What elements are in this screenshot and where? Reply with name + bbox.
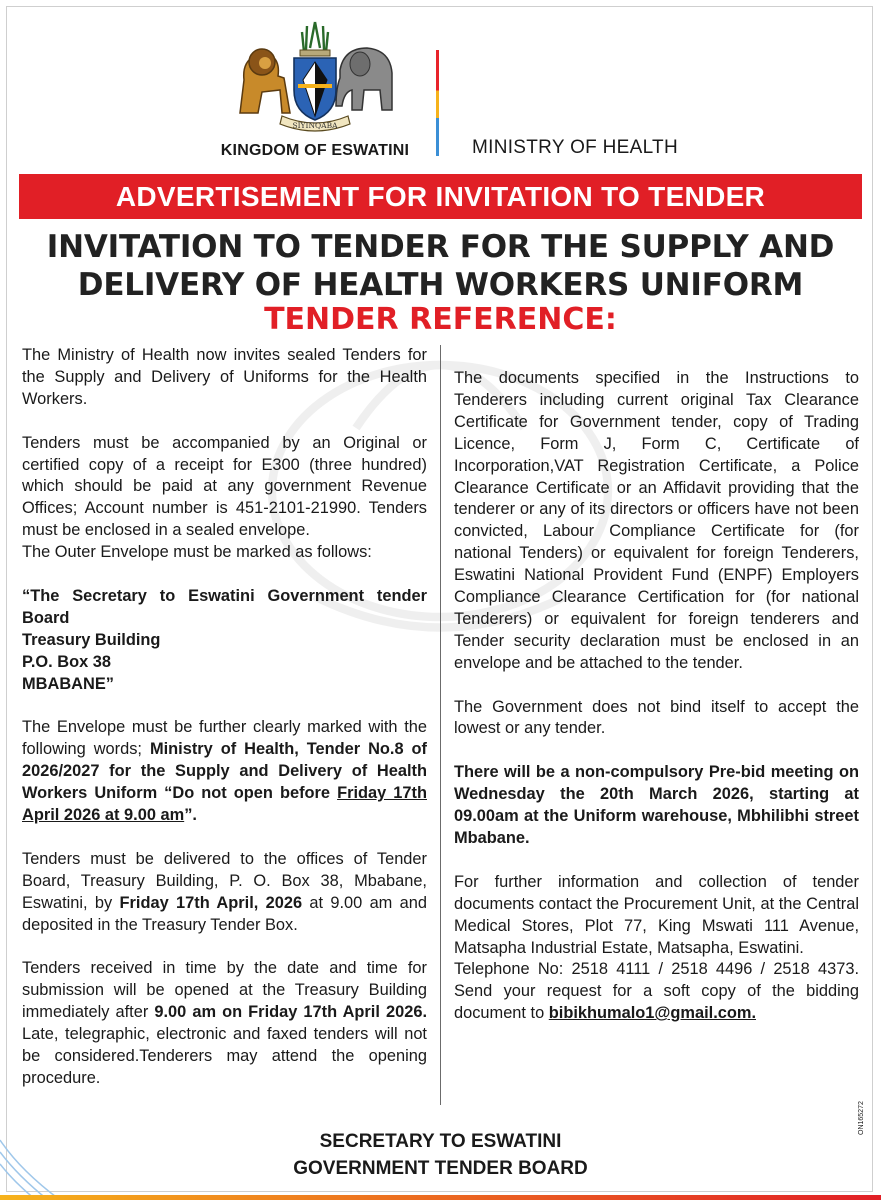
delivery-paragraph: Tenders must be delivered to the offices of Tender Board, Treasury Building, P. O. Box 38, Mbabane, Eswatini, by Friday 17th April, 2026 at 9.00 am and deposited in the Treasury Tender Box. bbox=[22, 849, 427, 934]
footer-line2: GOVERNMENT TENDER BOARD bbox=[293, 1158, 588, 1179]
tender-title-line2: DELIVERY OF HEALTH WORKERS UNIFORM bbox=[77, 267, 804, 303]
coat-of-arms-emblem bbox=[232, 18, 398, 136]
shield-icon bbox=[294, 58, 336, 120]
ad-code: ON165272 bbox=[858, 1101, 865, 1135]
receipt-paragraph: Tenders must be accompanied by an Original or certified copy of a receipt for E300 (three hundred) which should be paid at any government Revenue Offices; Account number is 451-2101-21990. Tenders must be enclosed in a sealed envelope. bbox=[22, 433, 427, 540]
address-line: “The Secretary to Eswatini Government tender Board bbox=[22, 586, 427, 627]
telephone-paragraph: Telephone No: 2518 4111 / 2518 4496 / 2518 4373. Send your request for a soft copy of the bidding document to bibikhumalo1@gmail.com. bbox=[454, 960, 859, 1023]
kingdom-label: KINGDOM OF ESWATINI bbox=[220, 142, 410, 159]
envelope-words-paragraph: The Envelope must be further clearly marked with the following words; Ministry of Health, Tender No.8 of 2026/2027 for the Supply and Delivery of Health Workers Uniform “Do not open before Friday 17th April 2026 at 9.00 am”. bbox=[22, 718, 427, 824]
lion-icon bbox=[240, 49, 290, 113]
advertisement-banner: ADVERTISEMENT FOR INVITATION TO TENDER bbox=[19, 174, 862, 219]
address-line: MBABANE” bbox=[22, 674, 114, 693]
corner-decoration bbox=[0, 1120, 60, 1200]
email-link[interactable]: bibikhumalo1@gmail.com. bbox=[548, 1004, 757, 1023]
envelope-marking-paragraph: The Outer Envelope must be marked as follows: bbox=[22, 543, 372, 562]
tender-title-line1: INVITATION TO TENDER FOR THE SUPPLY AND bbox=[46, 229, 835, 265]
documents-paragraph: The documents specified in the Instructions to Tenderers including current original Tax Clearance Certificate for Government tender, copy of Trading Licence, Form J, Form C, Certificate of Incorporation,VAT Registration Certificate, a Police Clearance Certificate or an Affidavit providing that the tenderer or any of its directors or officers have not been convicted, Labour Compliance Certificate for (for national Tenders) or equivalent for foreign Tenderers, Eswatini National Provident Fund (ENPF) Employers Compliance Clearance Certification for (for national Tenderers) or equivalent for foreign tenderers and Tender security declaration must be enclosed in an envelope and be attached to the tender. bbox=[454, 369, 859, 672]
header bbox=[0, 0, 881, 170]
address-line: P.O. Box 38 bbox=[22, 652, 111, 671]
opening-paragraph: Tenders received in time by the date and time for submission will be opened at the Treasury Building immediately after 9.00 am on Friday 17th April 2026. Late, telegraphic, electronic and faxed tenders will not be considered.Tenderers may attend the opening procedure. bbox=[22, 959, 427, 1087]
intro-paragraph: The Ministry of Health now invites sealed Tenders for the Supply and Delivery of Uniforms for the Health Workers. bbox=[22, 346, 427, 408]
column-divider bbox=[440, 345, 441, 1105]
tender-reference: TENDER REFERENCE: bbox=[264, 302, 617, 337]
government-paragraph: The Government does not bind itself to accept the lowest or any tender. bbox=[454, 697, 859, 738]
motto-text: SIYINQABA bbox=[292, 121, 338, 130]
footer-line1: SECRETARY TO ESWATINI bbox=[319, 1131, 562, 1152]
bottom-stripe bbox=[0, 1195, 881, 1200]
elephant-icon bbox=[336, 48, 392, 110]
header-divider bbox=[436, 50, 439, 156]
right-column bbox=[454, 368, 859, 1025]
left-column bbox=[22, 345, 427, 1090]
ministry-label: MINISTRY OF HEALTH bbox=[472, 137, 678, 158]
address-block bbox=[22, 586, 427, 696]
contact-paragraph: For further information and collection of tender documents contact the Procurement Unit, at the Central Medical Stores, Plot 77, King Mswati 111 Avenue, Matsapha Industrial Estate, Matsapha, Eswatini. bbox=[454, 872, 859, 957]
footer-signature bbox=[0, 1128, 881, 1182]
address-line: Treasury Building bbox=[22, 630, 161, 649]
tender-title-block bbox=[0, 228, 881, 336]
prebid-meeting-paragraph: There will be a non-compulsory Pre-bid meeting on Wednesday the 20th March 2026, starting at 09.00am at the Uniform warehouse, Mbhilibhi street Mbabane. bbox=[454, 763, 859, 847]
plume-icon bbox=[300, 22, 330, 56]
deadline-underlined: Friday 17th April 2026 at 9.00 am bbox=[22, 784, 427, 824]
